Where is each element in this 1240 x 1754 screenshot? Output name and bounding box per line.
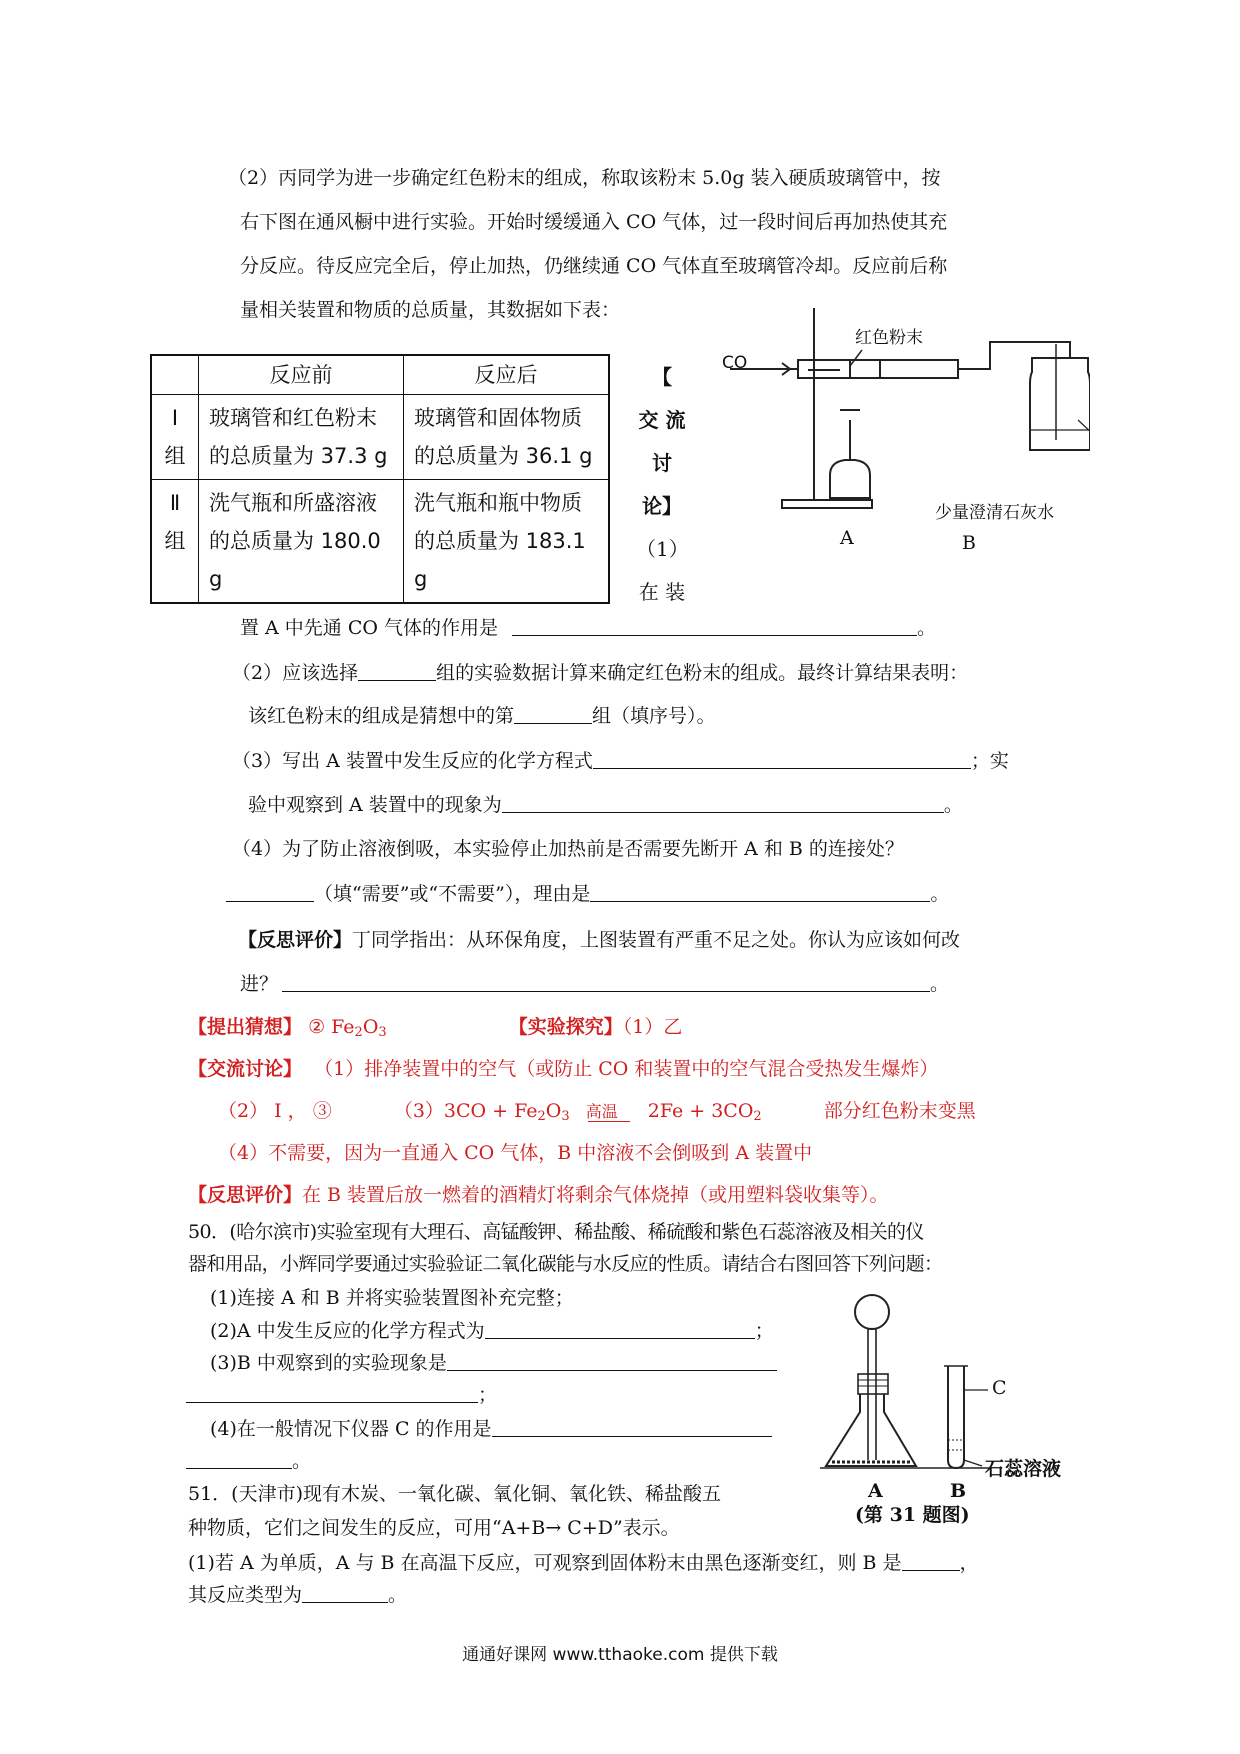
row2-after-cell: 洗气瓶和瓶中物质的总质量为 183.1 g [404, 480, 610, 604]
alcohol-lamp [830, 460, 870, 498]
row2-before-cell: 洗气瓶和所盛溶液的总质量为 180.0 g [199, 480, 404, 604]
reflect-line-2: 进？ 。 [240, 973, 950, 995]
q50-sub-4: (4)在一般情况下仪器 C 的作用是 [210, 1416, 772, 1442]
q4-line-2: （填“需要”或“不需要”），理由是 。 [226, 881, 949, 907]
row-label-group-1: Ⅰ 组 [151, 395, 199, 480]
q50-sub-2: (2)A 中发生反应的化学方程式为 ； [210, 1320, 774, 1342]
row1-after-cell: 玻璃管和固体物质的总质量为 36.1 g [404, 395, 610, 480]
q4-choice-blank[interactable] [226, 881, 314, 902]
q51-line-1: 51．(天津市)现有木炭、一氧化碳、氧化铜、氧化铁、稀盐酸五 [188, 1483, 722, 1505]
limewater-label: 少量澄清石灰水 [935, 503, 1054, 523]
answer-line-4: （4）不需要，因为一直通入 CO 气体，B 中溶液不会倒吸到 A 装置中 [218, 1142, 813, 1164]
instrument-c-label: C [992, 1377, 1007, 1399]
q4-line-1: （4）为了防止溶液倒吸，本实验停止加热前是否需要先断开 A 和 B 的连接处？ [232, 838, 904, 860]
q1-tail: 置 A 中先通 CO 气体的作用是 。 [240, 617, 937, 639]
figure-caption: (第 31 题图) [855, 1504, 970, 1526]
test-tube [948, 1366, 964, 1468]
answer-line-3: （2） Ⅰ ， ③ $(3)3CO + Fe_2O_3$ 高温 $2Fe + 3CO_2$ 部分红色粉末变黑 [218, 1100, 976, 1124]
funnel-bulb [855, 1295, 889, 1329]
litmus-label: 石蕊溶液 [985, 1458, 1062, 1480]
page-footer: 通通好课网 www.tthaoke.com 提供下载 [462, 1645, 778, 1665]
intro-line-3: 分反应。待反应完全后，停止加热，仍继续通 CO 气体直至玻璃管冷却。反应前后称 [240, 255, 948, 277]
q50-line-2: 器和用品，小辉同学要通过实验验证二氧化碳能与水反应的性质。请结合右图回答下列问题： [188, 1253, 943, 1275]
reflect-line-1: 【反思评价】丁同学指出：从环保角度，上图装置有严重不足之处。你认为应该如何改 [238, 929, 961, 951]
q50-phenomenon-blank[interactable] [447, 1350, 777, 1371]
mass-data-table [150, 354, 610, 604]
q50-instrument-blank-2[interactable] [186, 1448, 292, 1469]
q51-line-2: 种物质，它们之间发生的反应，可用“A+B→ C+D”表示。 [188, 1517, 680, 1539]
apparatus-label-b: B [962, 532, 976, 554]
apparatus-label-a: A [840, 527, 854, 549]
vert-6: 在 装 [638, 580, 686, 604]
answer-line-1: 【提出猜想】 ② $Fe_2O_3$ 【实验探究】（1）乙 [188, 1016, 683, 1040]
reflect-answer-blank[interactable] [282, 971, 930, 992]
conical-flask [826, 1394, 916, 1466]
outlet-tube [958, 342, 1070, 369]
answer-line-5: 【反思评价】在 B 装置后放一燃着的酒精灯将剩余气体烧掉（或用塑料袋收集等）。 [188, 1184, 889, 1206]
vert-2: 交 流 [638, 408, 686, 432]
red-powder-label: 红色粉末 [855, 328, 923, 348]
q3-line-2: 验中观察到 A 装置中的现象为 。 [248, 794, 963, 816]
q50-sub-3: (3)B 中观察到的实验现象是 [210, 1350, 777, 1376]
table-row [151, 480, 609, 604]
q50-sub-4-cont: 。 [186, 1448, 311, 1474]
vert-3: 讨 [652, 451, 672, 475]
tube-label-b: B [950, 1480, 967, 1502]
q50-line-1: 50．(哈尔滨市)实验室现有大理石、高锰酸钾、稀盐酸、稀硫酸和紫色石蕊溶液及相关的仪 [188, 1221, 924, 1243]
q2-group-blank[interactable] [358, 660, 436, 681]
header-before: 反应前 [199, 355, 404, 395]
intro-line-1: （2）丙同学为进一步确定红色粉末的组成，称取该粉末 5.0g 装入硬质玻璃管中，按 [228, 167, 941, 189]
header-after: 反应后 [404, 355, 610, 395]
co-label: CO [722, 353, 748, 373]
q2-line-1: （2）应该选择 组的实验数据计算来确定红色粉末的组成。最终计算结果表明： [232, 662, 969, 684]
q50-phenomenon-blank-2[interactable] [186, 1382, 478, 1403]
q4-reason-blank[interactable] [590, 881, 930, 902]
intro-line-4: 量相关装置和物质的总质量，其数据如下表： [240, 299, 621, 321]
q3-line-1: （3）写出 A 装置中发生反应的化学方程式 ；实 [232, 750, 1009, 772]
row-label-group-2: Ⅱ 组 [151, 480, 199, 604]
stand-base [782, 500, 872, 508]
q50-sub-3-cont: ； [186, 1382, 497, 1408]
table-header-row [151, 355, 609, 395]
q50-equation-blank[interactable] [485, 1318, 755, 1339]
co2-apparatus-figure [820, 1290, 1020, 1480]
table-row [151, 395, 609, 480]
flask-stopper [858, 1374, 888, 1394]
intro-line-2: 右下图在通风橱中进行实验。开始时缓缓通入 CO 气体，过一段时间后再加热使其充 [240, 211, 948, 233]
vert-4: 论】 [642, 494, 682, 518]
q51-line-4: 其反应类型为 。 [188, 1584, 408, 1606]
flask-label-a: A [868, 1480, 883, 1502]
q3-phenomenon-blank[interactable] [502, 792, 944, 813]
wash-bottle [1030, 358, 1090, 450]
q51-line-3: (1)若 A 为单质，A 与 B 在高温下反应，可观察到固体粉末由黑色逐渐变红，则 B 是 ， [188, 1552, 979, 1574]
reaction-condition: 高温 [585, 1102, 618, 1121]
q3-equation-blank[interactable] [593, 748, 971, 769]
q50-instrument-blank[interactable] [492, 1416, 772, 1437]
answer-line-2: 【交流讨论】 （1）排净装置中的空气（或防止 CO 和装置中的空气混合受热发生爆炸） [188, 1058, 939, 1080]
discussion-vertical-heading [636, 356, 688, 614]
q51-type-blank[interactable] [302, 1582, 388, 1603]
row1-before-cell: 玻璃管和红色粉末的总质量为 37.3 g [199, 395, 404, 480]
vert-1: 【 [652, 365, 672, 389]
table-corner-cell [151, 355, 199, 395]
q50-sub-1: (1)连接 A 和 B 并将实验装置图补充完整； [210, 1287, 574, 1309]
vert-5: （1） [636, 537, 689, 561]
q1-answer-blank[interactable] [512, 615, 917, 636]
q2-line-2: 该红色粉末的组成是猜想中的第 组（填序号）。 [248, 705, 716, 727]
q51-b-blank[interactable] [902, 1550, 960, 1571]
q2-guess-blank[interactable] [514, 703, 592, 724]
